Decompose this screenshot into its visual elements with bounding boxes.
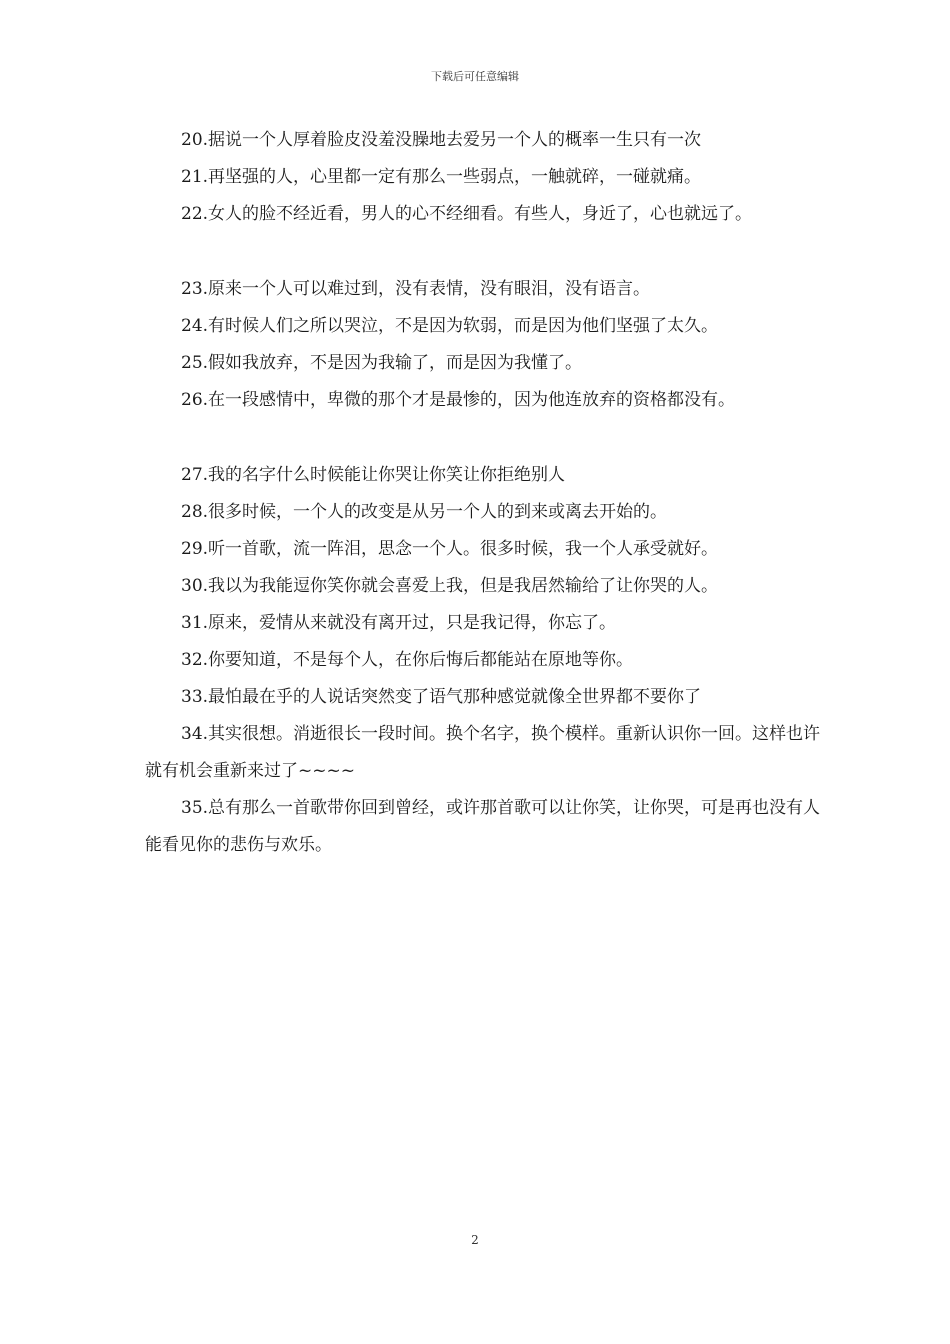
paragraph-35: 35.总有那么一首歌带你回到曾经，或许那首歌可以让你笑，让你哭，可是再也没有人能看见你的悲伤与欢乐。 bbox=[145, 798, 821, 855]
paragraph-33: 33.最怕最在乎的人说话突然变了语气那种感觉就像全世界都不要你了 bbox=[181, 687, 702, 707]
paragraph-27: 27.我的名字什么时候能让你哭让你笑让你拒绝别人 bbox=[181, 465, 566, 485]
paragraph-34: 34.其实很想。消逝很长一段时间。换个名字，换个模样。重新认识你一回。这样也许就有机会重新来过了~~~~ bbox=[145, 724, 821, 781]
paragraph-26: 26.在一段感情中，卑微的那个才是最惨的，因为他连放弃的资格都没有。 bbox=[181, 390, 736, 410]
paragraph-31: 31.原来，爱情从来就没有离开过，只是我记得，你忘了。 bbox=[181, 613, 617, 633]
paragraph-32: 32.你要知道，不是每个人，在你后悔后都能站在原地等你。 bbox=[181, 650, 634, 670]
page-number: 2 bbox=[471, 1233, 479, 1247]
paragraph-spacer bbox=[145, 233, 825, 271]
paragraph-23: 23.原来一个人可以难过到，没有表情，没有眼泪，没有语言。 bbox=[181, 279, 651, 299]
paragraph-25: 25.假如我放弃，不是因为我输了，而是因为我懂了。 bbox=[181, 353, 583, 373]
document-body bbox=[145, 122, 825, 864]
paragraph-21: 21.再坚强的人，心里都一定有那么一些弱点，一触就碎，一碰就痛。 bbox=[181, 167, 702, 187]
paragraph-29: 29.听一首歌，流一阵泪，思念一个人。很多时候，我一个人承受就好。 bbox=[181, 539, 719, 559]
paragraph-28: 28.很多时候，一个人的改变是从另一个人的到来或离去开始的。 bbox=[181, 502, 668, 522]
paragraph-24: 24.有时候人们之所以哭泣，不是因为软弱，而是因为他们坚强了太久。 bbox=[181, 316, 719, 336]
page-header: 下载后可任意编辑 bbox=[431, 70, 519, 83]
paragraph-30: 30.我以为我能逗你笑你就会喜爱上我，但是我居然输给了让你哭的人。 bbox=[181, 576, 719, 596]
paragraph-spacer bbox=[145, 419, 825, 457]
paragraph-20: 20.据说一个人厚着脸皮没羞没臊地去爱另一个人的概率一生只有一次 bbox=[181, 130, 702, 150]
paragraph-22: 22.女人的脸不经近看，男人的心不经细看。有些人，身近了，心也就远了。 bbox=[181, 204, 753, 224]
